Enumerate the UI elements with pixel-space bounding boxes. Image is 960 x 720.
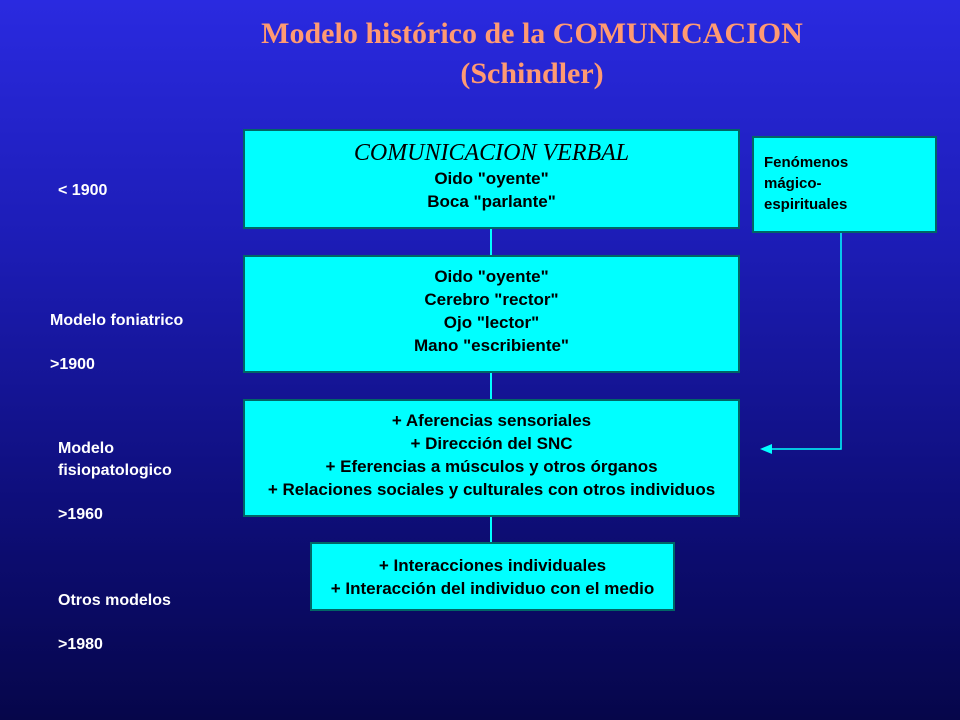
box-line: Ojo "lector" <box>443 313 540 332</box>
page-title: Modelo histórico de la COMUNICACION <box>261 17 803 50</box>
side-box-line: espirituales <box>764 196 848 213</box>
arrow-line <box>770 233 841 449</box>
box-line: + Relaciones sociales y culturales con otros individuos <box>267 480 716 499</box>
arrow-head-icon <box>760 444 772 454</box>
box-line: Boca "parlante" <box>427 192 556 211</box>
box-line: + Interacción del individuo con el medio <box>330 579 655 598</box>
period-label-text: Otros modelos <box>58 592 171 609</box>
side-box-line: mágico- <box>764 175 822 192</box>
box-line: + Dirección del SNC <box>410 434 573 453</box>
box-line: Oido "oyente" <box>434 169 549 188</box>
period-label-year: >1980 <box>58 636 103 653</box>
period-label-text: < 1900 <box>58 182 108 199</box>
box-line: Oido "oyente" <box>434 267 549 286</box>
box-line: + Eferencias a músculos y otros órganos <box>325 457 658 476</box>
period-label-year: >1960 <box>58 506 103 523</box>
page-subtitle: (Schindler) <box>460 57 604 90</box>
box-line: + Interacciones individuales <box>378 556 607 575</box>
box-line: + Aferencias sensoriales <box>391 411 592 430</box>
period-label-text: Modelo foniatrico <box>50 312 184 329</box>
box-line: Cerebro "rector" <box>424 290 559 309</box>
box-line: Mano "escribiente" <box>414 336 569 355</box>
period-label-text: Modelo fisiopatologico <box>58 440 172 479</box>
box-heading: COMUNICACION VERBAL <box>353 140 630 166</box>
period-label-year: >1900 <box>50 356 95 373</box>
side-box-line: Fenómenos <box>764 154 849 171</box>
